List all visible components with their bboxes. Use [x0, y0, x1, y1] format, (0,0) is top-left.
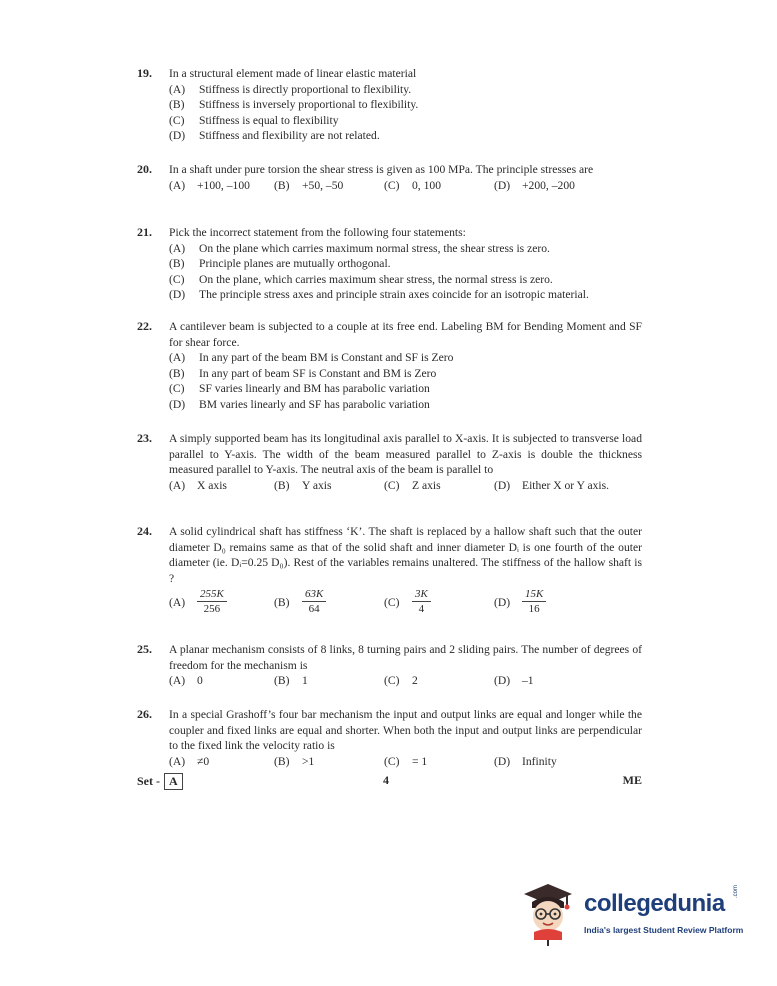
set-value: A	[164, 773, 183, 790]
question-number: 20.	[137, 162, 152, 176]
option-d	[494, 588, 546, 616]
option-text: On the plane, which carries maximum shear stress, the normal stress is zero.	[199, 272, 553, 286]
question-text: A solid cylindrical shaft has stiffness ‘K’. The shaft is replaced by a hallow shaft such that the outer diameter D₀ remains same as that of the solid shaft and inner diameter Dᵢ is one fourth of the outer diameter (ie. Dᵢ=0.25 D₀). Rest of the variables remains unaltered. The stiffness of the hallow shaft is ?	[169, 525, 642, 585]
option-c	[384, 673, 494, 689]
option-label: (A)	[169, 178, 186, 192]
option-text: +200, –200	[522, 178, 575, 192]
option-label: (C)	[384, 595, 400, 609]
question-number: 24.	[137, 524, 152, 538]
option-text: On the plane which carries maximum normal stress, the shear stress is zero.	[199, 241, 550, 255]
option-label: (C)	[384, 674, 400, 688]
option-text: >1	[302, 754, 315, 768]
option-text: = 1	[412, 754, 428, 768]
option-a	[169, 588, 274, 616]
question-number: 23.	[137, 431, 152, 445]
mascot-icon	[518, 880, 580, 950]
option-label: (C)	[169, 382, 185, 396]
option-text: Stiffness is inversely proportional to flexibility.	[199, 98, 419, 112]
option-d	[169, 397, 642, 413]
option-a	[169, 241, 642, 257]
option-label: (D)	[494, 478, 511, 492]
page-footer	[137, 771, 642, 791]
option-label: (C)	[384, 478, 400, 492]
option-text: ≠0	[197, 754, 210, 768]
question-number: 25.	[137, 642, 152, 656]
option-text: Stiffness is directly proportional to flexibility.	[199, 82, 412, 96]
set-label: Set -	[137, 774, 160, 788]
option-text: Either X or Y axis.	[522, 478, 610, 492]
numerator: 15K	[522, 588, 546, 602]
option-text: The principle stress axes and principle strain axes coincide for an isotropic material.	[199, 288, 589, 302]
question-21	[137, 225, 642, 303]
option-label: (D)	[169, 129, 186, 143]
question-20	[137, 162, 642, 193]
option-label: (C)	[384, 178, 400, 192]
option-label: (B)	[274, 754, 290, 768]
option-a	[169, 350, 642, 366]
question-25	[137, 642, 642, 689]
option-label: (D)	[494, 674, 511, 688]
option-label: (D)	[494, 754, 511, 768]
question-number: 26.	[137, 707, 152, 721]
options-row	[169, 478, 642, 494]
option-text: Principle planes are mutually orthogonal.	[199, 257, 391, 271]
option-label: (B)	[169, 366, 185, 380]
option-d	[494, 754, 557, 770]
option-d	[169, 287, 642, 303]
fraction	[522, 588, 546, 616]
option-b	[274, 588, 384, 616]
question-22	[137, 319, 642, 413]
logo-brand-text: collegedunia	[584, 890, 725, 917]
question-text: In a shaft under pure torsion the shear stress is given as 100 MPa. The principle stresses are	[169, 163, 594, 176]
option-label: (B)	[169, 257, 185, 271]
option-text: +100, –100	[197, 178, 250, 192]
option-text: BM varies linearly and SF has parabolic variation	[199, 397, 430, 411]
fraction	[197, 588, 227, 616]
option-b	[274, 478, 384, 494]
option-label: (B)	[169, 98, 185, 112]
option-label: (A)	[169, 674, 186, 688]
option-c	[169, 381, 642, 397]
option-text: Stiffness and flexibility are not related.	[199, 129, 380, 143]
option-a	[169, 673, 274, 689]
question-24	[137, 524, 642, 616]
options-row	[169, 178, 642, 194]
option-d	[494, 178, 575, 194]
option-a	[169, 178, 274, 194]
option-text: –1	[522, 674, 534, 688]
option-b	[169, 256, 642, 272]
option-label: (C)	[384, 754, 400, 768]
options-row	[169, 588, 642, 616]
option-text: 0	[197, 674, 203, 688]
question-number: 21.	[137, 225, 152, 239]
option-c	[169, 113, 642, 129]
option-d	[494, 478, 609, 494]
option-b	[274, 673, 384, 689]
numerator: 3K	[412, 588, 431, 602]
options-row	[169, 673, 642, 689]
numerator: 63K	[302, 588, 326, 602]
option-label: (B)	[274, 674, 290, 688]
denominator: 16	[528, 603, 540, 616]
option-c	[384, 478, 494, 494]
option-label: (C)	[169, 272, 185, 286]
question-number: 22.	[137, 319, 152, 333]
option-label: (A)	[169, 595, 186, 609]
subject-code: ME	[622, 773, 642, 787]
option-d	[169, 128, 642, 144]
question-text: In a structural element made of linear elastic material	[169, 67, 417, 80]
question-19	[137, 66, 642, 144]
question-23	[137, 431, 642, 493]
option-b	[169, 97, 642, 113]
option-text: +50, –50	[302, 178, 344, 192]
option-label: (B)	[274, 178, 290, 192]
numerator: 255K	[197, 588, 227, 602]
logo-tagline: India's largest Student Review Platform	[584, 925, 744, 935]
page-number: 4	[383, 773, 389, 787]
option-text: 2	[412, 674, 418, 688]
logo-domain-suffix: .com	[733, 884, 739, 898]
question-number: 19.	[137, 66, 152, 80]
options-row	[169, 754, 642, 770]
question-text: Pick the incorrect statement from the following four statements:	[169, 226, 466, 239]
option-a	[169, 478, 274, 494]
option-text: SF varies linearly and BM has parabolic variation	[199, 382, 430, 396]
denominator: 256	[203, 603, 221, 616]
option-label: (D)	[494, 178, 511, 192]
fraction	[412, 588, 431, 616]
option-label: (D)	[169, 288, 186, 302]
option-a	[169, 82, 642, 98]
option-label: (B)	[274, 595, 290, 609]
option-text: 1	[302, 674, 308, 688]
option-b	[274, 754, 384, 770]
option-c	[384, 588, 494, 616]
question-text: A simply supported beam has its longitudinal axis parallel to X-axis. It is subjected to transverse load parallel to Y-axis. The width of the beam measured parallel to Z-axis is double the thickness measured parallel to Y-axis. The neutral axis of the beam is parallel to	[169, 432, 642, 477]
option-label: (A)	[169, 478, 186, 492]
fraction	[302, 588, 326, 616]
option-b	[169, 366, 642, 382]
option-label: (D)	[494, 595, 511, 609]
option-label: (D)	[169, 397, 186, 411]
option-text: In any part of beam SF is Constant and BM is Zero	[199, 366, 437, 380]
option-c	[384, 754, 494, 770]
collegedunia-logo	[518, 880, 748, 950]
option-label: (B)	[274, 478, 290, 492]
option-text: Stiffness is equal to flexibility	[199, 113, 339, 127]
option-a	[169, 754, 274, 770]
option-label: (A)	[169, 82, 186, 96]
question-text: A planar mechanism consists of 8 links, 8 turning pairs and 2 sliding pairs. The number of degrees of freedom for the mechanism is	[169, 643, 642, 672]
option-text: Z axis	[412, 478, 441, 492]
option-label: (C)	[169, 113, 185, 127]
question-text: A cantilever beam is subjected to a couple at its free end. Labeling BM for Bending Moment and SF for shear force.	[169, 320, 642, 349]
denominator: 4	[418, 603, 425, 616]
option-d	[494, 673, 534, 689]
set-indicator	[137, 773, 183, 790]
option-b	[274, 178, 384, 194]
option-label: (A)	[169, 754, 186, 768]
option-text: 0, 100	[412, 178, 441, 192]
option-c	[169, 272, 642, 288]
option-c	[384, 178, 494, 194]
question-text: In a special Grashoff’s four bar mechanism the input and output links are equal and longer while the coupler and fixed links are equal and shorter. When both the input and output links are perpendicular to the fixed link the velocity ratio is	[169, 708, 642, 753]
denominator: 64	[308, 603, 320, 616]
question-26	[137, 707, 642, 769]
option-text: In any part of the beam BM is Constant and SF is Zero	[199, 351, 454, 365]
option-text: X axis	[197, 478, 227, 492]
option-label: (A)	[169, 241, 186, 255]
option-label: (A)	[169, 351, 186, 365]
option-text: Infinity	[522, 754, 557, 768]
option-text: Y axis	[302, 478, 332, 492]
